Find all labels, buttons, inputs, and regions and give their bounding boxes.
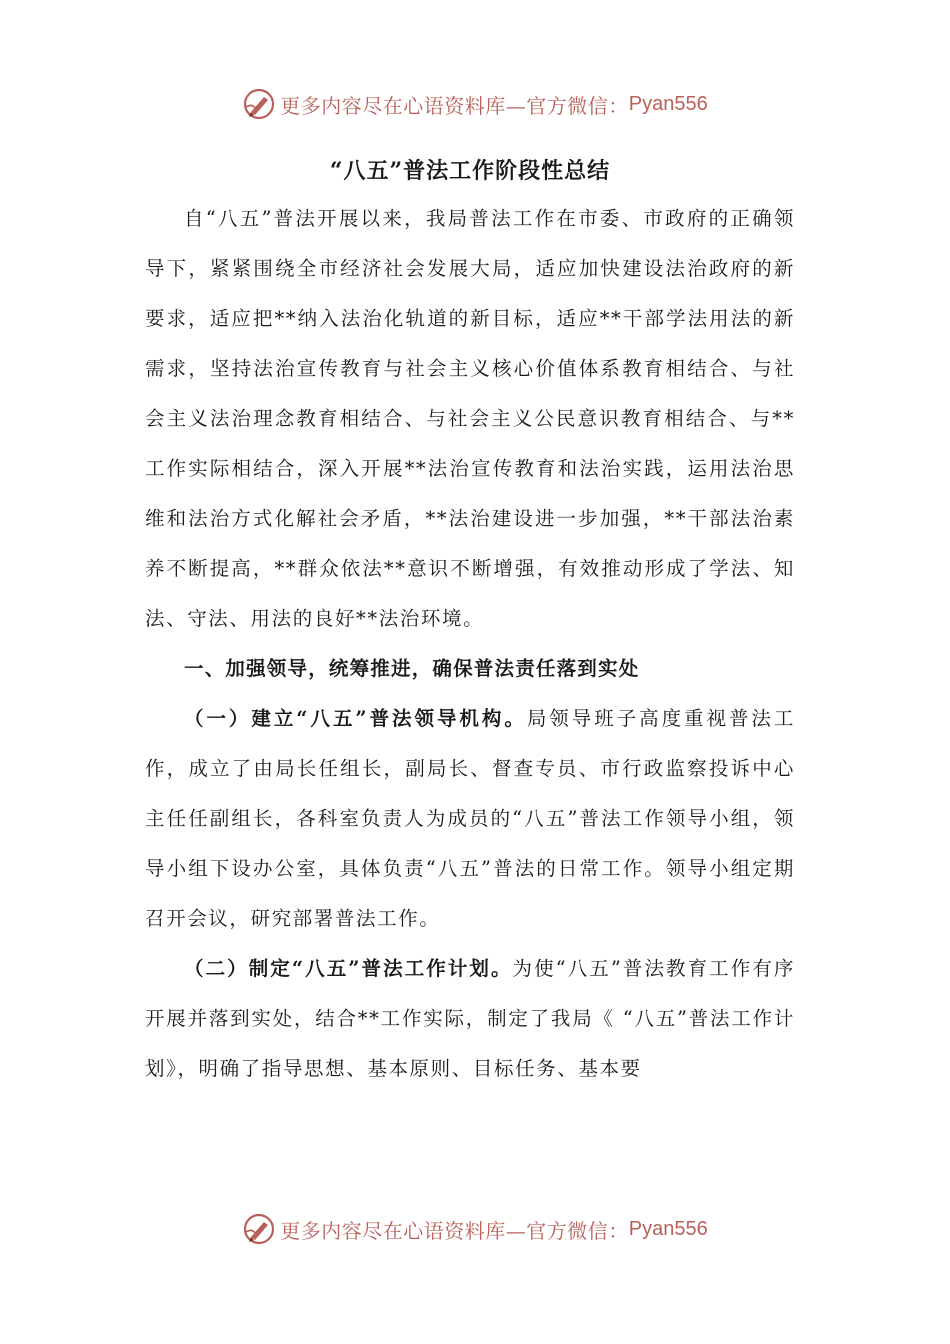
document-body (145, 148, 795, 1094)
watermark-footer (0, 1209, 950, 1249)
document-title: “八五”普法工作阶段性总结 (329, 158, 611, 184)
item-lead-2: （二）制定“八五”普法工作计划。 (184, 957, 513, 980)
item-text-2: 为使“八五”普法教育工作有序开展并落到实处，结合**工作实际，制定了我局《 “八五”普法工作计划》，明确了指导思想、基本原则、目标任务、基本要 (145, 957, 795, 1080)
item-paragraph-2 (145, 944, 795, 1094)
watermark-text: 更多内容尽在心语资料库—官方微信： (280, 1218, 629, 1243)
pen-logo-icon (242, 87, 276, 121)
item-lead-1: （一）建立“八五”普法领导机构。 (184, 707, 527, 730)
intro-paragraph: 自“八五”普法开展以来，我局普法工作在市委、市政府的正确领导下，紧紧围绕全市经济社会发展大局，适应加快建设法治政府的新要求，适应把**纳入法治化轨道的新目标，适应**干部学法用法的新需求，坚持法治宣传教育与社会主义核心价值体系教育相结合、与社会主义法治理念教育相结合、与社会主义公民意识教育相结合、与**工作实际相结合，深入开展**法治宣传教育和法治实践，运用法治思维和法治方式化解社会矛盾，**法治建设进一步加强，**干部法治素养不断提高，**群众依法**意识不断增强，有效推动形成了学法、知法、守法、用法的良好**法治环境。 (145, 207, 795, 630)
pen-logo-icon (242, 1212, 276, 1246)
section-heading-1: 一、加强领导，统筹推进，确保普法责任落到实处 (184, 657, 640, 680)
watermark-wechat-id: Pyan556 (628, 1217, 708, 1240)
item-paragraph-1 (145, 694, 795, 944)
watermark-wechat-id: Pyan556 (628, 92, 708, 115)
item-text-1: 局领导班子高度重视普法工作，成立了由局长任组长，副局长、督查专员、市行政监察投诉中心主任任副组长，各科室负责人为成员的“八五”普法工作领导小组，领导小组下设办公室，具体负责“八五”普法的日常工作。领导小组定期召开会议，研究部署普法工作。 (145, 707, 795, 930)
watermark-header (0, 84, 950, 124)
watermark-text: 更多内容尽在心语资料库—官方微信： (280, 93, 629, 118)
